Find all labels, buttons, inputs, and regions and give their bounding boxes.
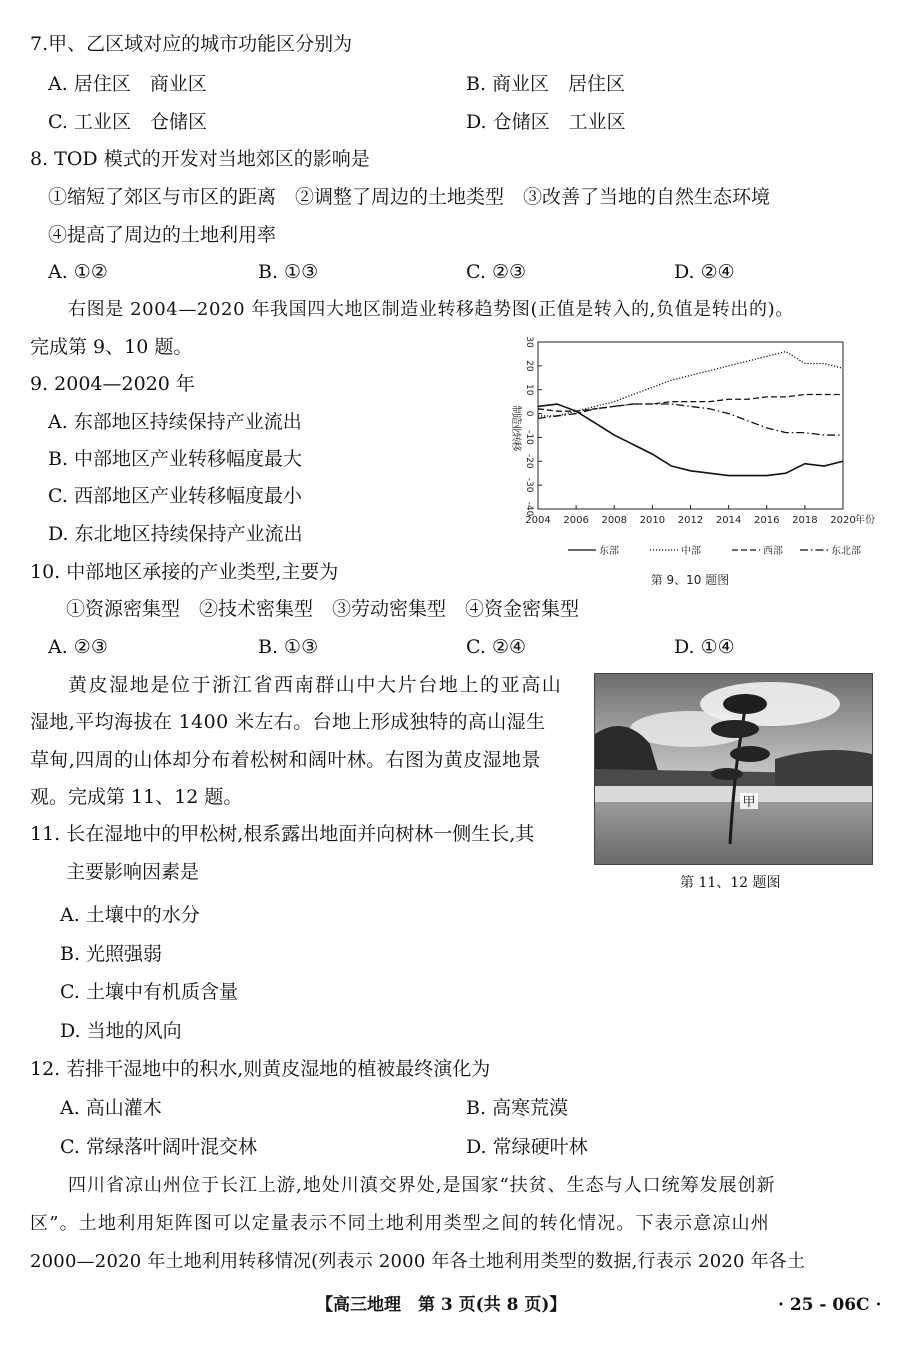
q12-option-a: A. 高山灌木 <box>60 1097 162 1119</box>
y-tick-label: -30 <box>524 477 534 493</box>
y-tick-label: 30 <box>524 336 534 348</box>
x-tick-label: 2020 <box>830 515 856 526</box>
q12-option-c: C. 常绿落叶阔叶混交林 <box>60 1136 257 1158</box>
series-line-1 <box>538 352 843 416</box>
q11-option-a: A. 土壤中的水分 <box>60 904 200 926</box>
q10-items: ①资源密集型 ②技术密集型 ③劳动密集型 ④资金密集型 <box>66 598 580 620</box>
intro-11-12-line4: 观。完成第 11、12 题。 <box>30 786 243 808</box>
legend-label: 中部 <box>681 546 701 557</box>
x-axis-unit: 年份 <box>855 515 875 526</box>
series-line-2 <box>538 394 843 411</box>
legend-label: 东北部 <box>831 546 861 557</box>
q11-option-c: C. 土壤中有机质含量 <box>60 981 238 1003</box>
x-tick-label: 2006 <box>563 515 589 526</box>
series-line-3 <box>538 404 843 435</box>
x-tick-label: 2008 <box>601 515 627 526</box>
intro-9-10-line2: 完成第 9、10 题。 <box>30 336 193 358</box>
y-tick-label: -40 <box>524 501 534 517</box>
chart-y-axis-label: 制造业转移 <box>510 405 521 451</box>
manufacturing-transfer-chart <box>500 334 880 594</box>
q8-stem: 8. TOD 模式的开发对当地郊区的影响是 <box>30 148 370 170</box>
x-tick-label: 2018 <box>792 515 818 526</box>
chart-plot-frame <box>538 342 843 509</box>
x-tick-label: 2016 <box>754 515 780 526</box>
x-tick-label: 2014 <box>715 515 742 526</box>
legend-label: 东部 <box>599 546 619 557</box>
intro-11-12-line1: 黄皮湿地是位于浙江省西南群山中大片台地上的亚高山 <box>68 674 563 696</box>
q7-option-c: C. 工业区 仓储区 <box>48 111 207 133</box>
intro-13-line1: 四川省凉山州位于长江上游,地处川滇交界处,是国家“扶贫、生态与人口统筹发展创新 <box>68 1175 776 1196</box>
footer-page-info: 【高三地理 第 3 页(共 8 页)】 <box>316 1295 567 1315</box>
intro-13-line3: 2000—2020 年土地利用转移情况(列表示 2000 年各土地利用类型的数据,行表示 2020 年各土 <box>30 1251 806 1272</box>
q7-stem: 7.甲、乙区域对应的城市功能区分别为 <box>30 33 353 55</box>
y-tick-label: 20 <box>524 360 534 372</box>
q8-items-line2: ④提高了周边的土地利用率 <box>48 224 277 246</box>
q8-option-a: A. ①② <box>48 261 108 283</box>
x-tick-label: 2012 <box>677 515 704 526</box>
wetland-photo-illustration <box>595 674 872 864</box>
legend-label: 西部 <box>763 546 783 557</box>
q10-stem: 10. 中部地区承接的产业类型,主要为 <box>30 561 339 583</box>
intro-13-line2: 区”。土地利用矩阵图可以定量表示不同土地利用类型之间的转化情况。下表示意凉山州 <box>30 1213 770 1234</box>
q11-option-d: D. 当地的风向 <box>60 1020 182 1042</box>
q8-option-d: D. ②④ <box>674 261 735 283</box>
y-tick-label: 10 <box>524 383 534 396</box>
photo-caption: 第 11、12 题图 <box>680 875 781 891</box>
chart-caption: 第 9、10 题图 <box>650 573 730 587</box>
q7-option-a: A. 居住区 商业区 <box>48 73 207 95</box>
q10-option-a: A. ②③ <box>48 636 108 658</box>
footer-paper-code: · 25 - 06C · <box>778 1295 882 1315</box>
q8-items-line1: ①缩短了郊区与市区的距离 ②调整了周边的土地类型 ③改善了当地的自然生态环境 <box>48 186 771 208</box>
y-tick-label: -20 <box>524 453 534 469</box>
intro-11-12-line3: 草甸,四周的山体却分布着松树和阔叶林。右图为黄皮湿地景 <box>30 749 541 771</box>
intro-11-12-line2: 湿地,平均海拔在 1400 米左右。台地上形成独特的高山湿生 <box>30 711 546 733</box>
x-tick-label: 2010 <box>639 515 666 526</box>
y-tick-label: -10 <box>524 430 534 445</box>
q9-option-b: B. 中部地区产业转移幅度最大 <box>48 448 303 470</box>
q11-stem-line2: 主要影响因素是 <box>66 861 200 883</box>
y-tick-label: 0 <box>524 410 534 417</box>
x-tick-label: 2004 <box>525 515 551 526</box>
q10-option-c: C. ②④ <box>466 636 527 658</box>
q9-option-c: C. 西部地区产业转移幅度最小 <box>48 485 302 507</box>
q7-option-d: D. 仓储区 工业区 <box>466 111 626 133</box>
q8-option-c: C. ②③ <box>466 261 527 283</box>
intro-9-10-line1: 右图是 2004—2020 年我国四大地区制造业转移趋势图(正值是转入的,负值是转出的)。 <box>68 299 794 320</box>
q12-option-b: B. 高寒荒漠 <box>466 1097 569 1119</box>
q7-option-b: B. 商业区 居住区 <box>466 73 626 95</box>
q11-option-b: B. 光照强弱 <box>60 943 163 965</box>
q9-stem: 9. 2004—2020 年 <box>30 373 195 395</box>
q10-option-b: B. ①③ <box>258 636 319 658</box>
q8-option-b: B. ①③ <box>258 261 319 283</box>
q10-option-d: D. ①④ <box>674 636 735 658</box>
q9-option-a: A. 东部地区持续保持产业流出 <box>48 411 302 433</box>
q11-stem-line1: 11. 长在湿地中的甲松树,根系露出地面并向树林一侧生长,其 <box>30 823 535 845</box>
q9-option-d: D. 东北地区持续保持产业流出 <box>48 523 303 545</box>
tree-jia-label: 甲 <box>742 795 756 810</box>
q12-option-d: D. 常绿硬叶林 <box>466 1136 588 1158</box>
wetland-photo <box>594 673 873 865</box>
q12-stem: 12. 若排干湿地中的积水,则黄皮湿地的植被最终演化为 <box>30 1058 491 1080</box>
series-line-0 <box>538 404 843 476</box>
